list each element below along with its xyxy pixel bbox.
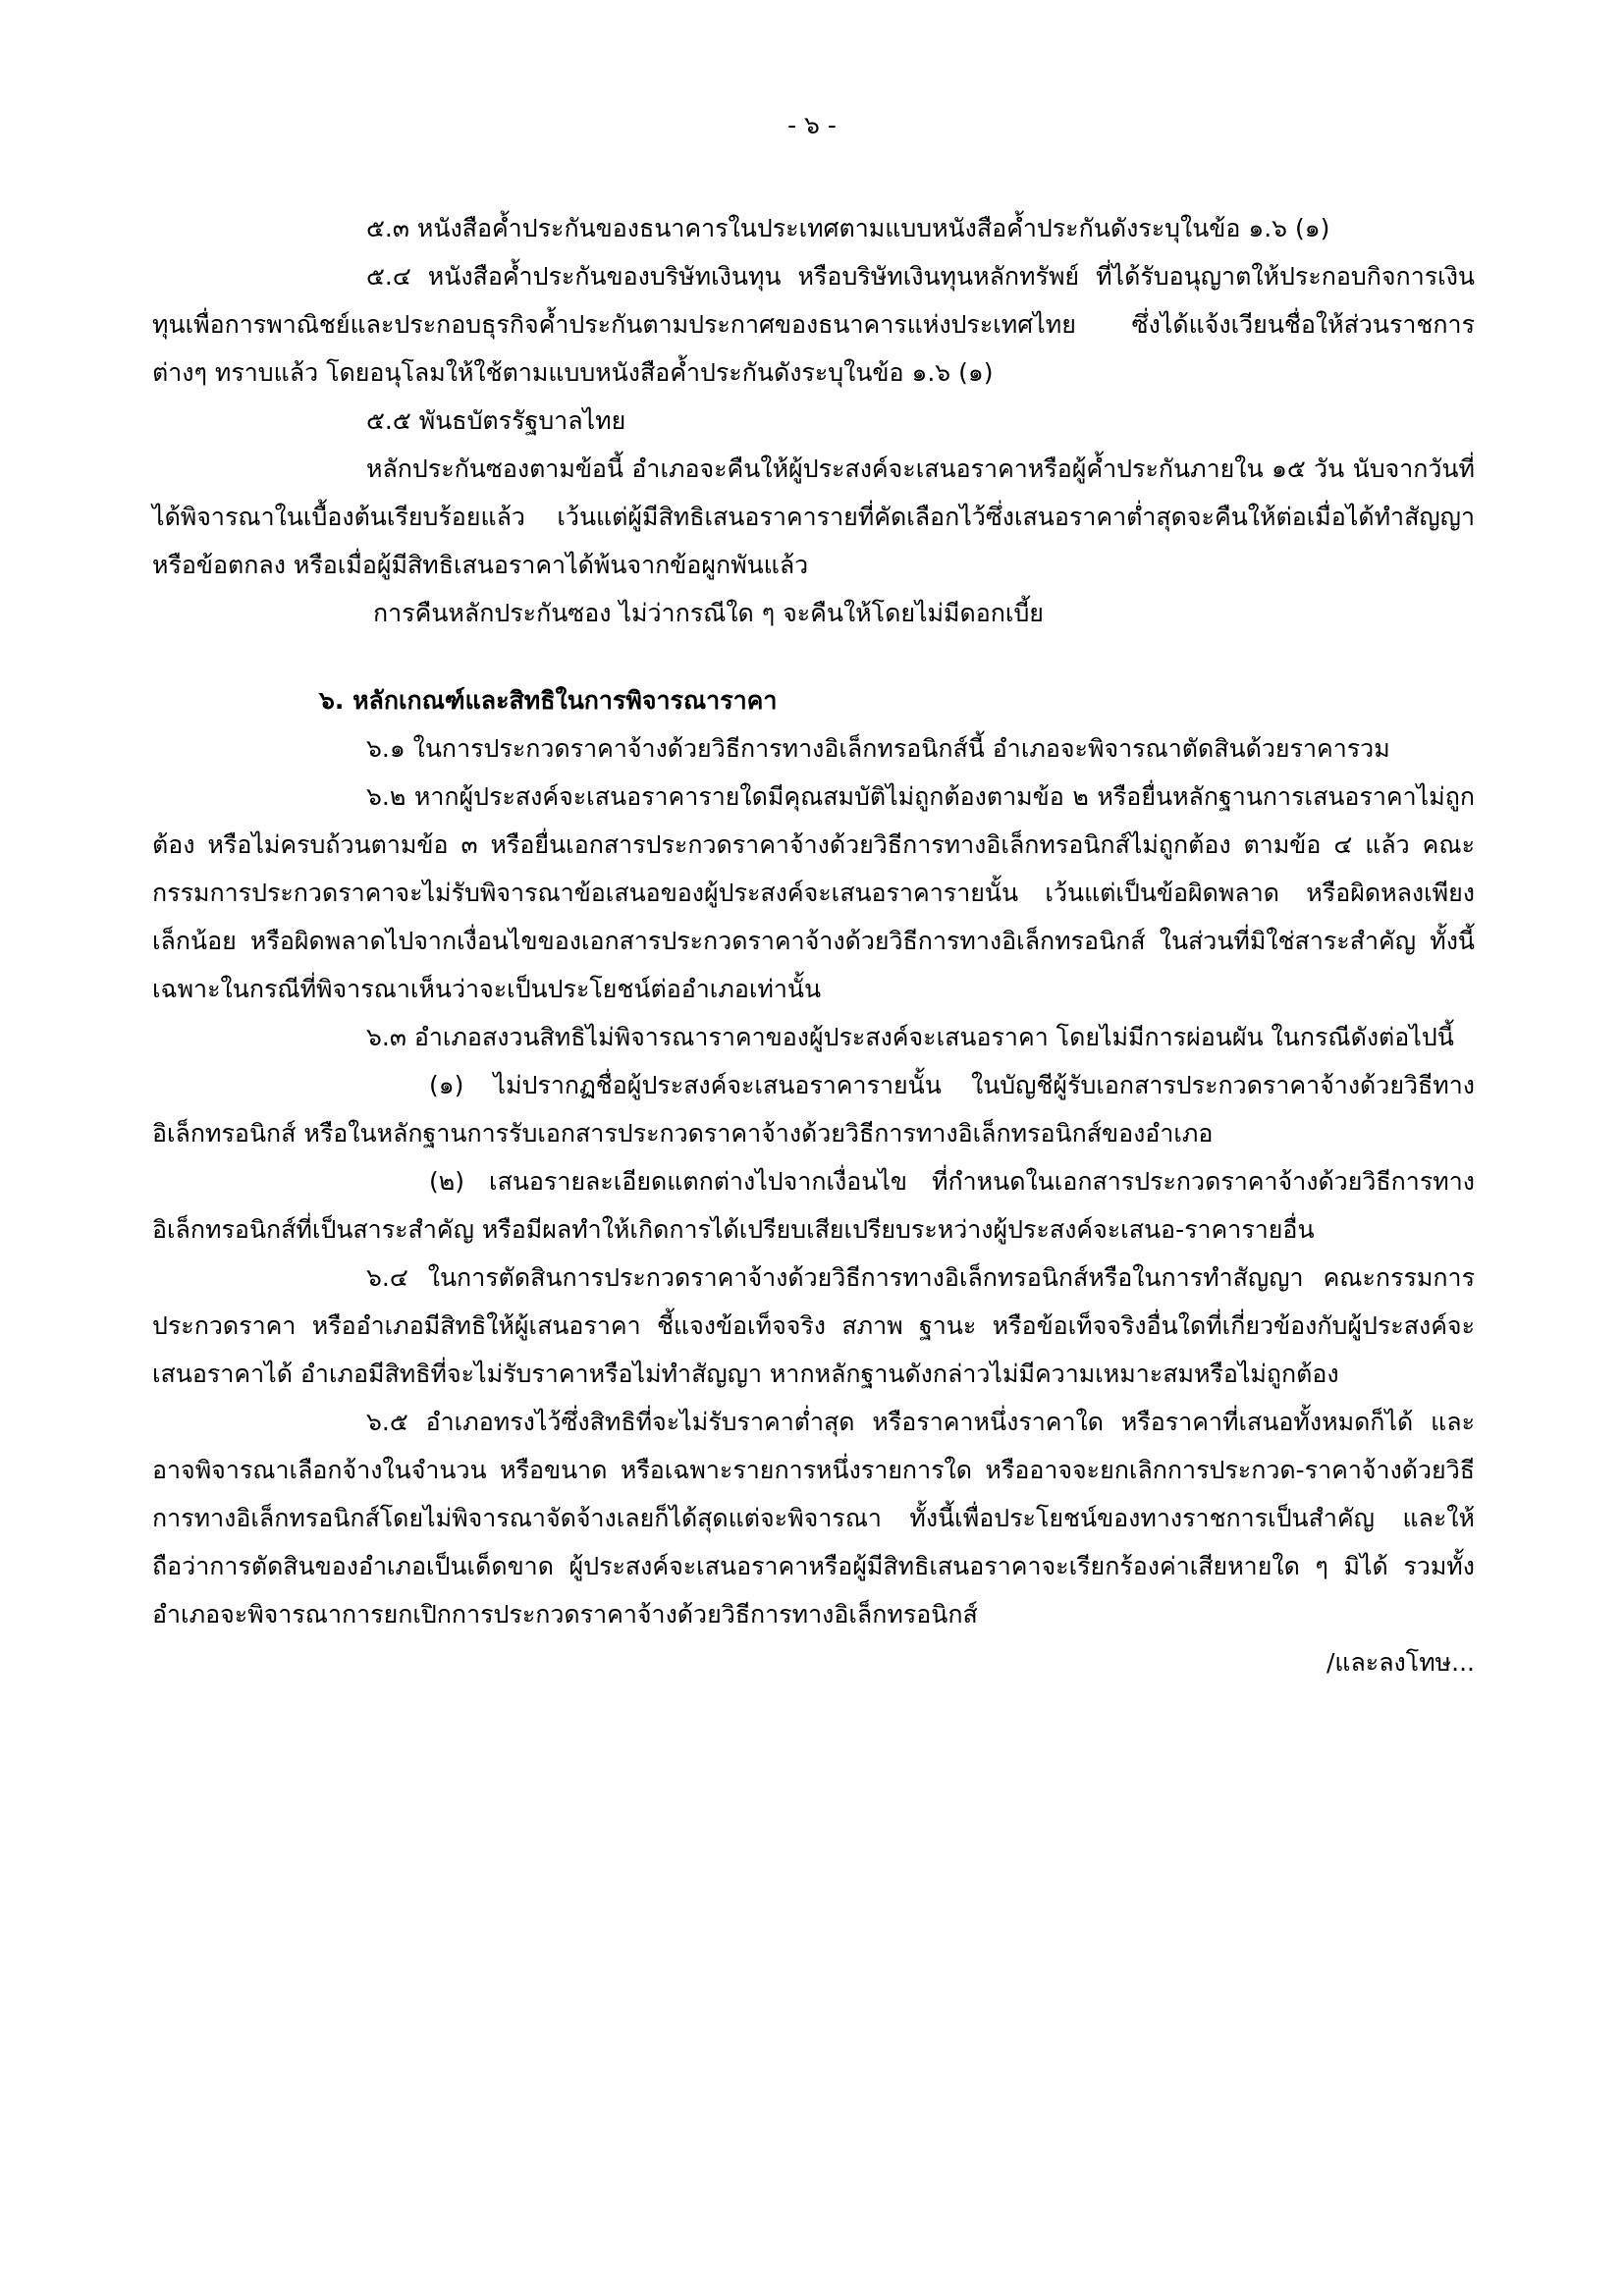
paragraph-5-4: ๕.๔ หนังสือค้ำประกันของบริษัทเงินทุน หรือบริษัทเงินทุนหลักทรัพย์ ที่ได้รับอนุญาตให้ประกอบกิจการเงินทุนเพื่อการพาณิชย์และประกอบธุรกิจค้ำประกันตามประกาศของธนาคารแห่งประเทศไทย ซึ่งได้แจ้งเวียนชื่อให้ส่วนราชการต่างๆ ทราบแล้ว โดยอนุโลมให้ใช้ตามแบบหนังสือค้ำประกันดังระบุในข้อ ๑.๖ (๑) <box>152 262 1475 387</box>
paragraph-6-3: ๖.๓ อำเภอสงวนสิทธิไม่พิจารณาราคาของผู้ประสงค์จะเสนอราคา โดยไม่มีการผ่อนผัน ในกรณีดังต่อไปนี้ <box>366 1023 1454 1051</box>
paragraph-5-5: ๕.๕ พันธบัตรรัฐบาลไทย <box>366 406 626 435</box>
paragraph-6-4: ๖.๔ ในการตัดสินการประกวดราคาจ้างด้วยวิธีการทางอิเล็กทรอนิกส์หรือในการทำสัญญา คณะกรรมการประกวดราคา หรืออำเภอมีสิทธิให้ผู้เสนอราคา ชี้แจงข้อเท็จจริง สภาพ ฐานะ หรือข้อเท็จจริงอื่นใดที่เกี่ยวข้องกับผู้ประสงค์จะเสนอราคาได้ อำเภอมีสิทธิที่จะไม่รับราคาหรือไม่ทำสัญญา หากหลักฐานดังกล่าวไม่มีความเหมาะสมหรือไม่ถูกต้อง <box>152 1263 1475 1388</box>
section-6-heading: ๖. หลักเกณฑ์และสิทธิในการพิจารณาราคา <box>319 686 778 715</box>
document-body <box>152 204 1475 1686</box>
paragraph-6-3-2: (๒) เสนอรายละเอียดแตกต่างไปจากเงื่อนไข ที่กำหนดในเอกสารประกวดราคาจ้างด้วยวิธีการทางอิเล็กทรอนิกส์ที่เป็นสาระสำคัญ หรือมีผลทำให้เกิดการได้เปรียบเสียเปรียบระหว่างผู้ประสงค์จะเสนอ-ราคารายอื่น <box>152 1167 1475 1244</box>
paragraph-6-2: ๖.๒ หากผู้ประสงค์จะเสนอราคารายใดมีคุณสมบัติไม่ถูกต้องตามข้อ ๒ หรือยื่นหลักฐานการเสนอราคาไม่ถูกต้อง หรือไม่ครบถ้วนตามข้อ ๓ หรือยื่นเอกสารประกวดราคาจ้างด้วยวิธีการทางอิเล็กทรอนิกส์ไม่ถูกต้อง ตามข้อ ๔ แล้ว คณะกรรมการประกวดราคาจะไม่รับพิจารณาข้อเสนอของผู้ประสงค์จะเสนอราคารายนั้น เว้นแต่เป็นข้อผิดพลาด หรือผิดหลงเพียงเล็กน้อย หรือผิดพลาดไปจากเงื่อนไขของเอกสารประกวดราคาจ้างด้วยวิธีการทางอิเล็กทรอนิกส์ ในส่วนที่มิใช่สาระสำคัญ ทั้งนี้ เฉพาะในกรณีที่พิจารณาเห็นว่าจะเป็นประโยชน์ต่ออำเภอเท่านั้น <box>152 782 1475 1003</box>
paragraph-6-1: ๖.๑ ในการประกวดราคาจ้างด้วยวิธีการทางอิเล็กทรอนิกส์นี้ อำเภอจะพิจารณาตัดสินด้วยราคารวม <box>366 734 1390 763</box>
paragraph-6-3-1: (๑) ไม่ปรากฏชื่อผู้ประสงค์จะเสนอราคารายนั้น ในบัญชีผู้รับเอกสารประกวดราคาจ้างด้วยวิธีทางอิเล็กทรอนิกส์ หรือในหลักฐานการรับเอกสารประกวดราคาจ้างด้วยวิธีการทางอิเล็กทรอนิกส์ของอำเภอ <box>152 1071 1475 1148</box>
page-number: - ๖ - <box>787 111 837 139</box>
paragraph-6-5: ๖.๕ อำเภอทรงไว้ซึ่งสิทธิที่จะไม่รับราคาต่ำสุด หรือราคาหนึ่งราคาใด หรือราคาที่เสนอทั้งหมดก็ได้ และอาจพิจารณาเลือกจ้างในจำนวน หรือขนาด หรือเฉพาะรายการหนึ่งรายการใด หรืออาจจะยกเลิกการประกวด-ราคาจ้างด้วยวิธีการทางอิเล็กทรอนิกส์โดยไม่พิจารณาจัดจ้างเลยก็ได้สุดแต่จะพิจารณา ทั้งนี้เพื่อประโยชน์ของทางราชการเป็นสำคัญ และให้ถือว่าการตัดสินของอำเภอเป็นเด็ดขาด ผู้ประสงค์จะเสนอราคาหรือผู้มีสิทธิเสนอราคาจะเรียกร้องค่าเสียหายใด ๆ มิได้ รวมทั้งอำเภอจะพิจารณาการยกเปิกการประกวดราคาจ้างด้วยวิธีการทางอิเล็กทรอนิกส์ <box>152 1408 1475 1629</box>
continuation-note: /และลงโทษ... <box>1326 1648 1475 1677</box>
paragraph-no-interest: การคืนหลักประกันซอง ไม่ว่ากรณีใด ๆ จะคืนให้โดยไม่มีดอกเบี้ย <box>373 599 1044 627</box>
paragraph-bid-security-return: หลักประกันซองตามข้อนี้ อำเภอจะคืนให้ผู้ประสงค์จะเสนอราคาหรือผู้ค้ำประกันภายใน ๑๕ วัน นับจากวันที่ได้พิจารณาในเบื้องต้นเรียบร้อยแล้ว เว้นแต่ผู้มีสิทธิเสนอราคารายที่คัดเลือกไว้ซึ่งเสนอราคาต่ำสุดจะคืนให้ต่อเมื่อได้ทำสัญญาหรือข้อตกลง หรือเมื่อผู้มีสิทธิเสนอราคาได้พ้นจากข้อผูกพันแล้ว <box>152 454 1475 579</box>
paragraph-5-3: ๕.๓ หนังสือค้ำประกันของธนาคารในประเทศตามแบบหนังสือค้ำประกันดังระบุในข้อ ๑.๖ (๑) <box>366 214 1330 242</box>
